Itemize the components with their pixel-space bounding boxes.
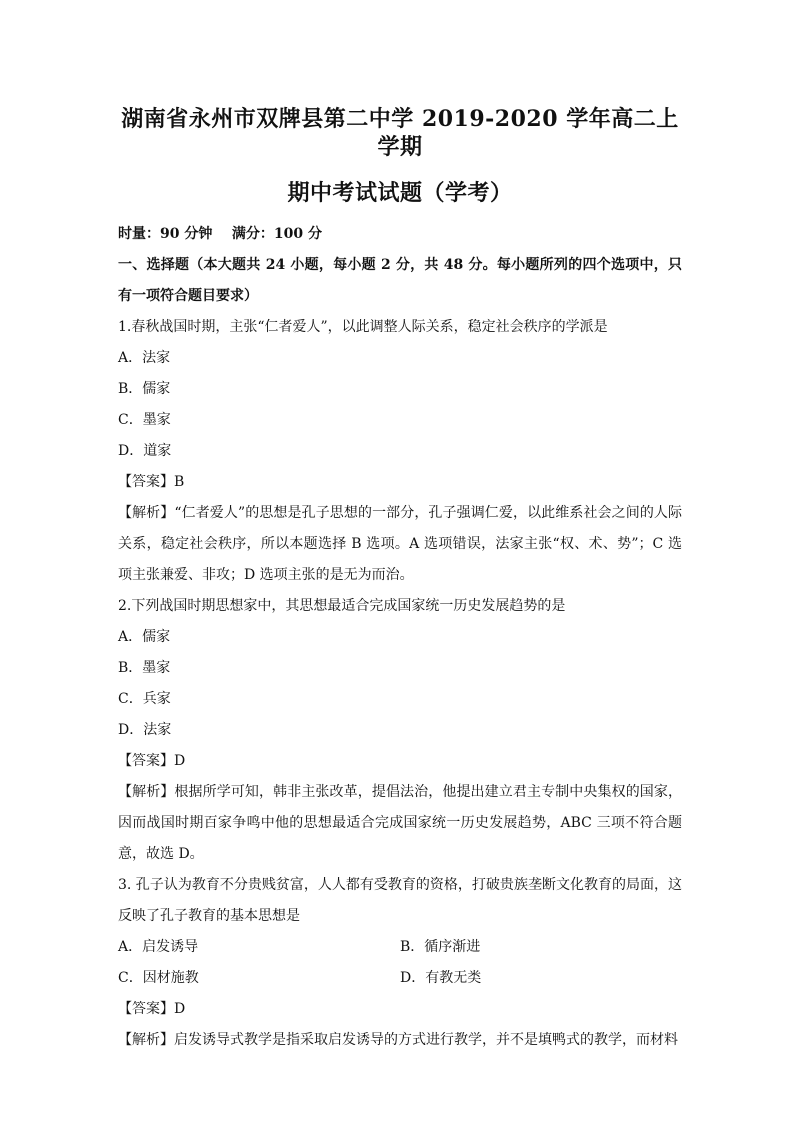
option-c: C．墨家 (118, 412, 171, 428)
option-b: B．墨家 (118, 660, 171, 676)
option-c: C．兵家 (118, 691, 171, 707)
option-a: A．启发诱导 (118, 939, 199, 955)
exam-meta: 时量：90 分钟 满分：100 分 (118, 226, 322, 242)
question-stem: 1.春秋战国时期，主张“仁者爱人”，以此调整人际关系，稳定社会秩序的学派是 (118, 319, 608, 335)
question-stem: 3. 孔子认为教育不分贵贱贫富，人人都有受教育的资格，打破贵族垄断文化教育的局面，这反映了孔子教育的基本思想是 (118, 877, 682, 924)
option-b: B．循序渐进 (400, 939, 481, 955)
options-row-1 (118, 932, 682, 963)
answer: 【答案】B (118, 474, 185, 490)
options-row-2 (118, 963, 682, 994)
question-3 (118, 870, 682, 1056)
document-title-line1: 湖南省永州市双牌县第二中学 2019-2020 学年高二上学期 (121, 106, 679, 160)
option-b: B．儒家 (118, 381, 171, 397)
question-2 (118, 591, 682, 870)
section-heading: 一、选择题（本大题共 24 小题，每小题 2 分，共 48 分。每小题所列的四个选项中，只有一项符合题目要求） (118, 257, 682, 304)
analysis: 【解析】“仁者爱人”的思想是孔子思想的一部分，孔子强调仁爱，以此维系社会之间的人际关系，稳定社会秩序，所以本题选择 B 选项。A 选项错误，法家主张“权、术、势”；C 选项主张兼爱、非攻；D 选项主张的是无为而治。 (118, 505, 682, 583)
question-stem: 2.下列战国时期思想家中，其思想最适合完成国家统一历史发展趋势的是 (118, 598, 566, 614)
option-d: D．有教无类 (400, 970, 482, 986)
answer: 【答案】D (118, 753, 186, 769)
question-1 (118, 312, 682, 591)
document-title-line2: 期中考试试题（学考） (287, 180, 513, 206)
option-d: D．法家 (118, 722, 172, 738)
answer: 【答案】D (118, 1001, 186, 1017)
analysis: 【解析】根据所学可知，韩非主张改革，提倡法治，他提出建立君主专制中央集权的国家，因而战国时期百家争鸣中他的思想最适合完成国家统一历史发展趋势，ABC 三项不符合题意，故选 D。 (118, 784, 682, 862)
option-c: C．因材施教 (118, 970, 199, 986)
analysis: 【解析】启发诱导式教学是指采取启发诱导的方式进行教学，并不是填鸭式的教学，而材料 (118, 1032, 678, 1048)
option-d: D．道家 (118, 443, 172, 459)
option-a: A．儒家 (118, 629, 171, 645)
option-a: A．法家 (118, 350, 171, 366)
